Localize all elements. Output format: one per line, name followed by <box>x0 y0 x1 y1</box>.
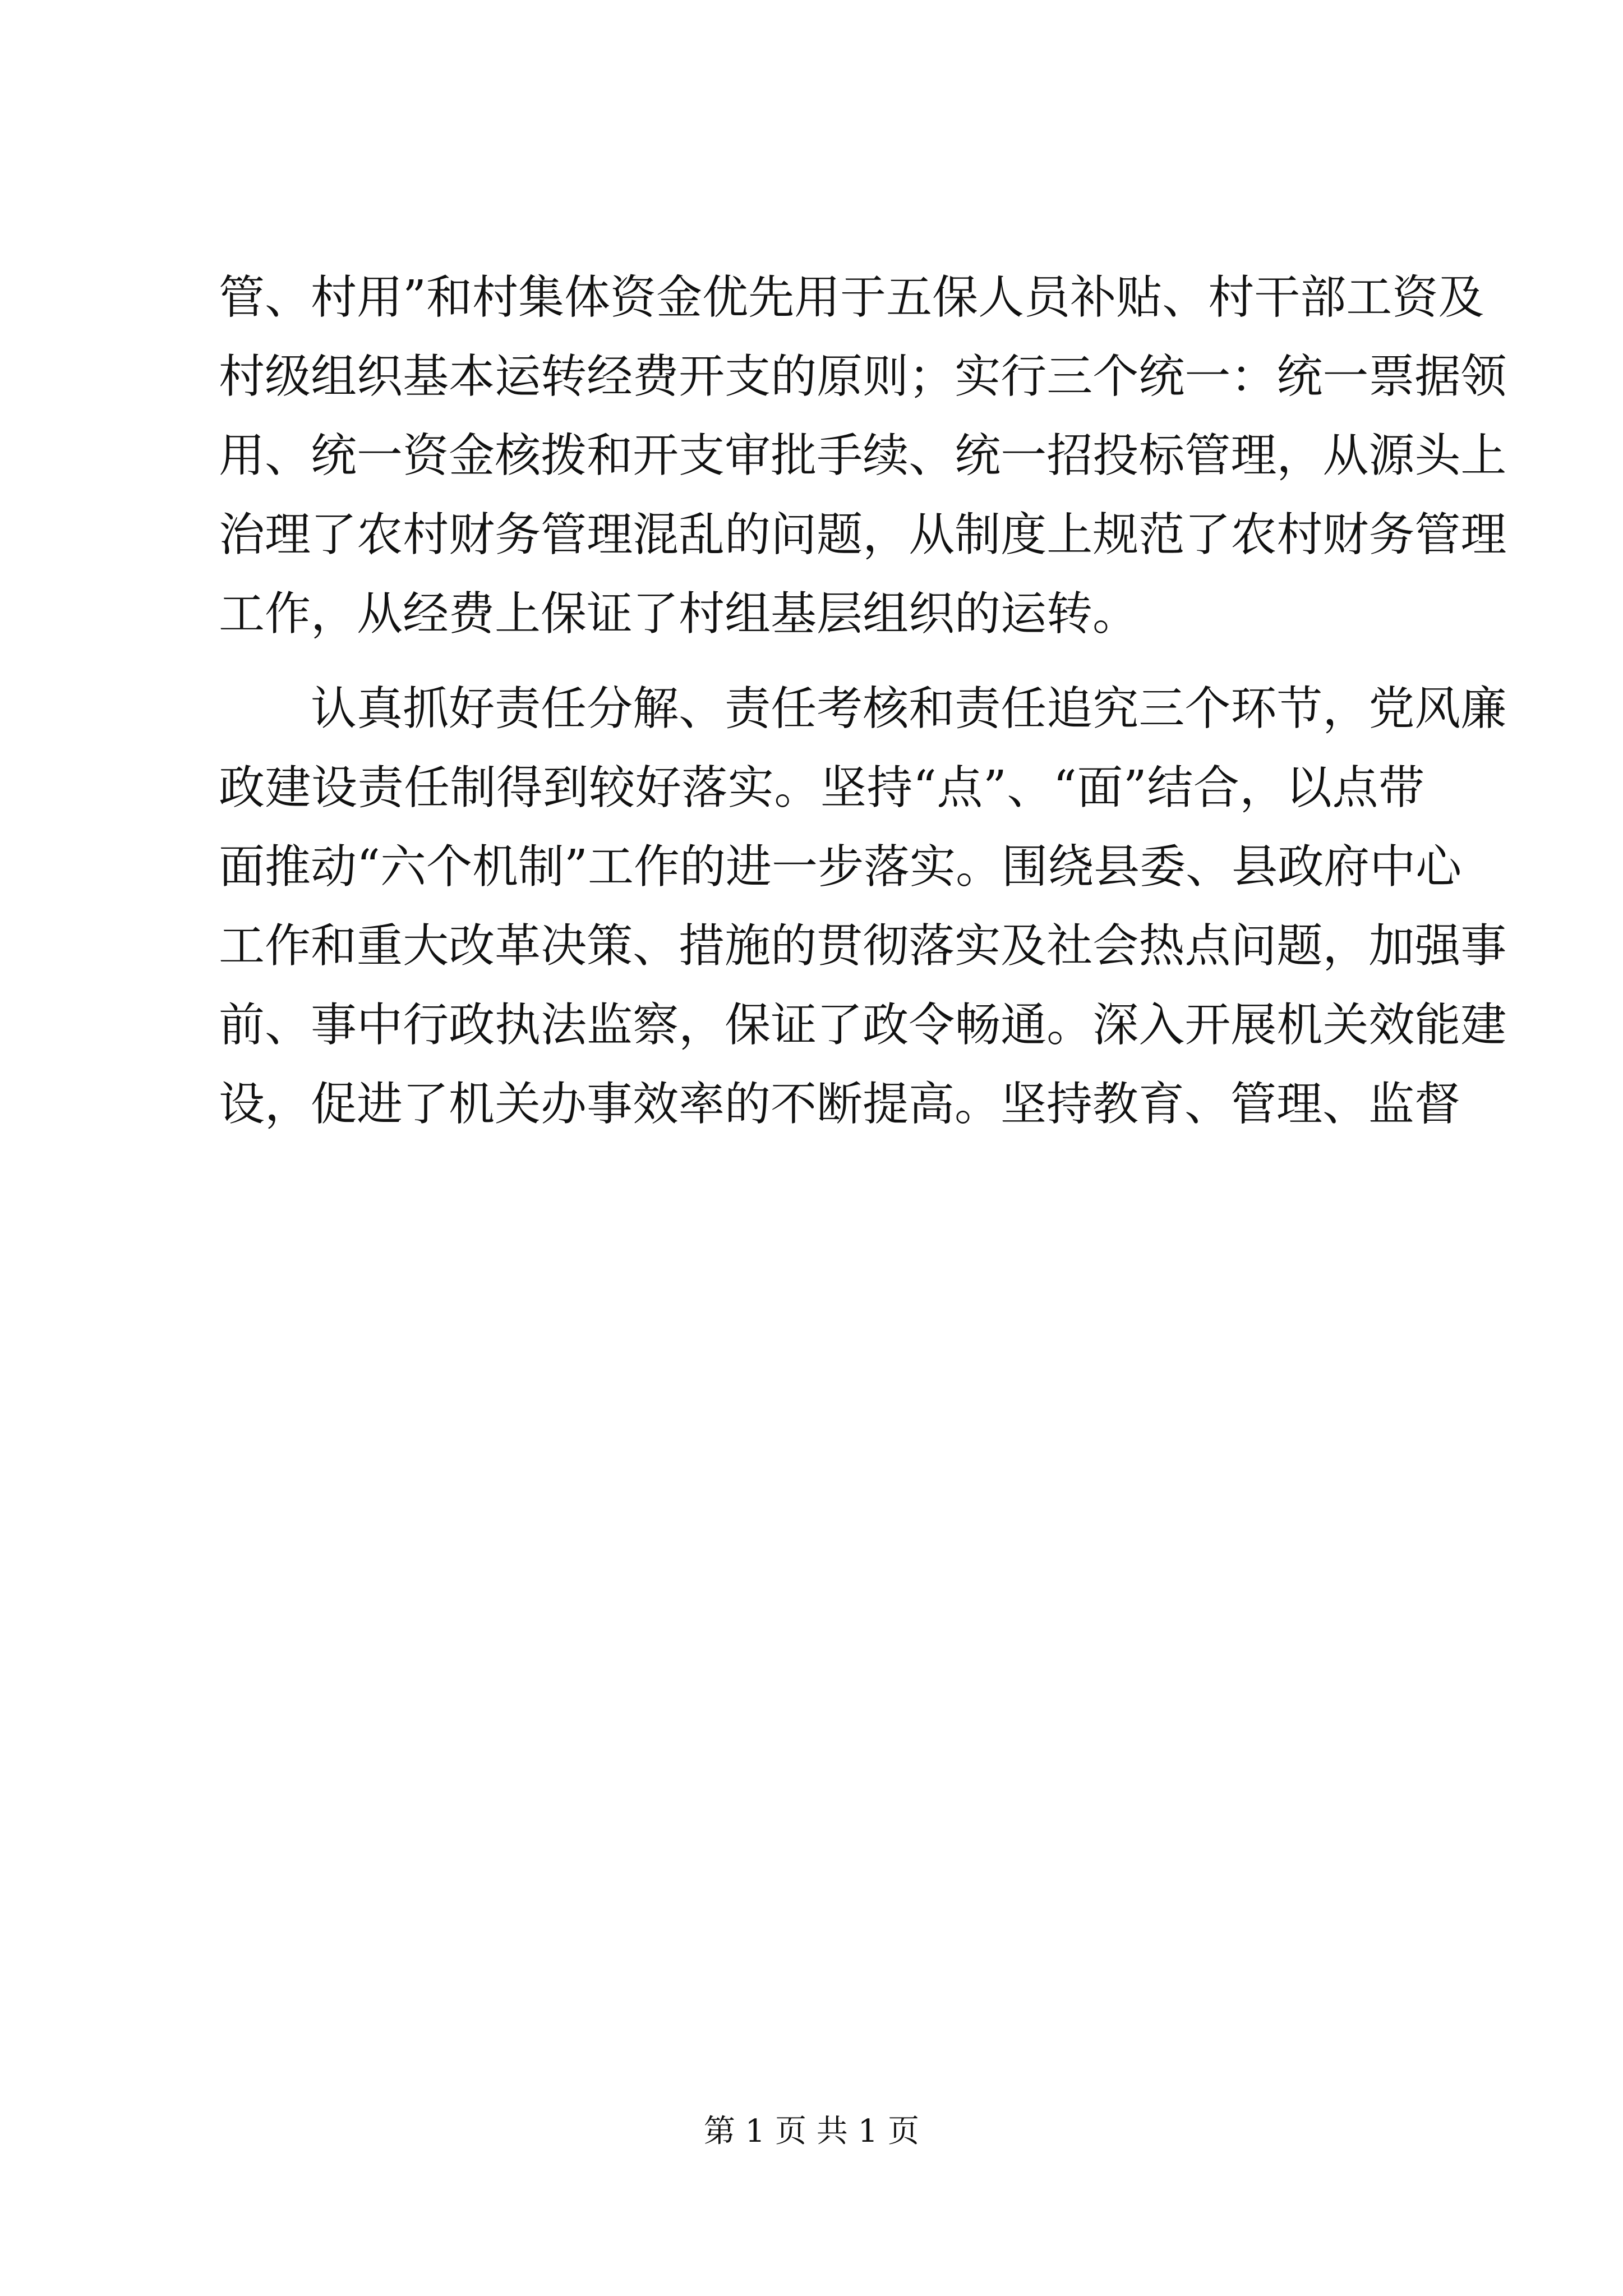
text-line: 面 推 动 “ 六 个 机 制 ” 工 作 的 进 一 步 落 实 。 围 绕 县 委 、 县 政 府 中 心 <box>219 840 1462 894</box>
text-line: 工 作 和 重 大 改 革 决 策 、 措 施 的 贯 彻 落 实 及 社 会 热 点 问 题 ， 加 强 事 <box>219 919 1507 973</box>
paragraph-gap <box>219 654 1424 669</box>
text-line: 治 理 了 农 村 财 务 管 理 混 乱 的 问 题 ， 从 制 度 上 规 范 了 农 村 财 务 管 理 <box>219 508 1507 562</box>
document-body <box>219 258 1507 1144</box>
text-line: 用 、 统 一 资 金 核 拨 和 开 支 审 批 手 续 、 统 一 招 投 标 管 理 ， 从 源 头 上 <box>219 429 1507 482</box>
page-number-footer: 第 1 页 共 1 页 <box>703 2113 920 2150</box>
paragraph <box>219 258 1507 654</box>
text-line: 村 级 组 织 基 本 运 转 经 费 开 支 的 原 则 ； 实 行 三 个 统 一 ： 统 一 票 据 领 <box>219 350 1507 403</box>
text-line: 认 真 抓 好 责 任 分 解 、 责 任 考 核 和 责 任 追 究 三 个 环 节 ， 党 风 廉 <box>311 682 1507 735</box>
text-line: 工作，从经费上保证了村组基层组织的运转。 <box>219 587 1139 641</box>
text-line: 政 建 设 责 任 制 得 到 较 好 落 实 。 坚 持 “ 点 ” 、 “ 面 ” 结 合 ， 以 点 带 <box>219 761 1424 815</box>
text-line: 管 、 村 用 ” 和 村 集 体 资 金 优 先 用 于 五 保 人 员 补 贴 、 村 干 部 工 资 及 <box>219 271 1484 324</box>
paragraph <box>219 669 1507 1144</box>
text-line: 前 、 事 中 行 政 执 法 监 察 ， 保 证 了 政 令 畅 通 。 深 入 开 展 机 关 效 能 建 <box>219 999 1507 1052</box>
text-line: 设，促进了机关办事效率的不断提高。坚持教育、管理、监督 <box>219 1078 1461 1131</box>
